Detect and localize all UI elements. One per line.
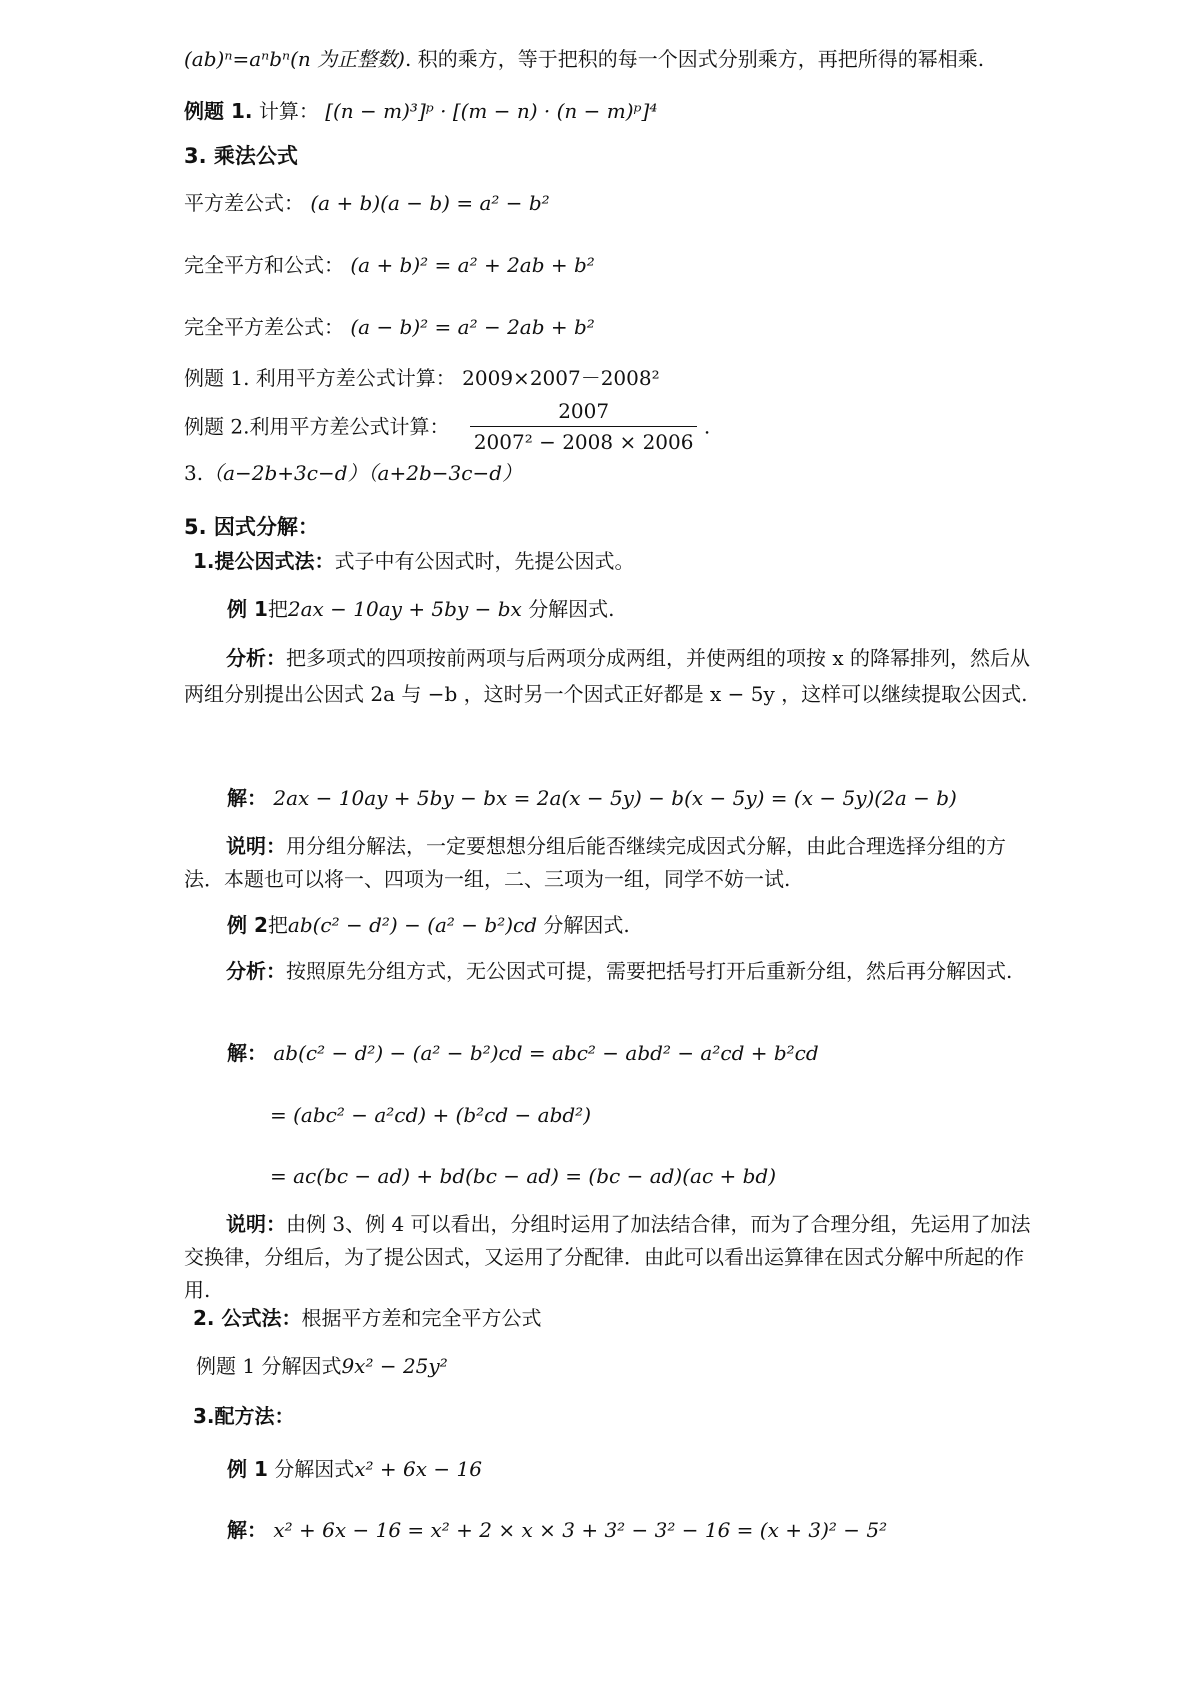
formula-expression: (a + b)² = a² + 2ab + b²	[350, 253, 595, 277]
perfect-square-sum-formula	[184, 252, 595, 278]
solution-expression: = (abc² − a²cd) + (b²cd − abd²)	[270, 1103, 592, 1127]
solution-expression: ab(c² − d²) − (a² − b²)cd = abc² − abd² − a²cd + b²cd	[273, 1041, 819, 1065]
formula-label: 完全平方差公式：	[184, 315, 344, 339]
power-rule-formula: (ab)ⁿ=aⁿbⁿ(n 为正整数)	[184, 47, 405, 71]
method-completing-square	[193, 1403, 295, 1429]
example-label: 例题 2.利用平方差公式计算：	[184, 414, 450, 439]
power-example	[184, 98, 657, 124]
factor-example-1-note	[184, 830, 1032, 896]
factor-example-1-solution	[227, 785, 957, 811]
factor-example-1	[227, 596, 615, 622]
fraction	[470, 398, 698, 455]
fraction-numerator: 2007	[470, 398, 698, 427]
example-expression: 2ax − 10ay + 5by − bx	[287, 597, 522, 621]
method-description: 根据平方差和完全平方公式	[301, 1306, 542, 1330]
example-expression: 2009×2007－2008²	[462, 366, 660, 390]
example-post: 分解因式.	[543, 913, 630, 937]
example-label: 例 1	[227, 597, 268, 621]
example-label: 例题 1.	[184, 99, 253, 123]
solution-expression: 2ax − 10ay + 5by − bx = 2a(x − 5y) − b(x − 5y) = (x − 5y)(2a − b)	[273, 786, 957, 810]
example-label: 例 2	[227, 913, 268, 937]
method-label: 1.提公因式法：	[193, 549, 335, 573]
formula-expression: (a + b)(a − b) = a² − b²	[310, 191, 550, 215]
analysis-text: 按照原先分组方式，无公因式可提，需要把括号打开后重新分组，然后再分解因式.	[286, 959, 1013, 983]
example-pre: 把	[267, 597, 288, 621]
fraction-denominator: 2007² − 2008 × 2006	[473, 430, 694, 454]
factor-example-2-note	[184, 1208, 1032, 1307]
multiplication-example-1	[184, 365, 660, 391]
section-title-multiplication-formulas: 3. 乘法公式	[184, 144, 298, 168]
method-description: 式子中有公因式时，先提公因式。	[334, 549, 635, 573]
perfect-square-difference-formula	[184, 314, 595, 340]
solution-expression: = ac(bc − ad) + bd(bc − ad) = (bc − ad)(ac + bd)	[270, 1164, 777, 1188]
example-expression: x² + 6x − 16	[354, 1457, 482, 1481]
method-label: 2. 公式法：	[193, 1306, 302, 1330]
example-label: 例题 1. 利用平方差公式计算：	[184, 366, 456, 390]
method-label: 3.配方法：	[193, 1404, 295, 1428]
example-label: 例题 1 分解因式	[196, 1354, 342, 1378]
factor-example-2-solution-line-2	[270, 1102, 591, 1128]
example-label: 例 1	[227, 1457, 268, 1481]
completing-square-example	[227, 1456, 482, 1482]
formula-expression: (a − b)² = a² − 2ab + b²	[350, 315, 595, 339]
example-expression: [(n − m)³]ᵖ · [(m − n) · (n − m)ᵖ]⁴	[325, 99, 658, 123]
example-text: 分解因式	[274, 1457, 355, 1481]
solution-label: 解：	[227, 1518, 267, 1542]
power-rule-text: . 积的乘方，等于把积的每一个因式分别乘方，再把所得的幂相乘.	[404, 47, 985, 71]
example-prompt: 计算：	[258, 99, 319, 123]
multiplication-example-3	[184, 460, 522, 486]
section-title-factorization: 5. 因式分解：	[184, 515, 319, 539]
note-text: 由例 3、例 4 可以看出，分组时运用了加法结合律，而为了合理分组，先运用了加法交换律，分组后，为了提公因式，又运用了分配律．由此可以看出运算律在因式分解中所起的作用.	[184, 1212, 1031, 1302]
difference-of-squares-formula	[184, 190, 550, 216]
note-label: 说明：	[226, 1212, 286, 1236]
factor-example-1-analysis	[184, 640, 1032, 712]
factor-example-2-solution-line-1	[227, 1040, 819, 1066]
method-formula	[193, 1305, 541, 1331]
multiplication-example-2	[184, 398, 710, 454]
method-common-factor	[193, 548, 635, 574]
analysis-label: 分析：	[226, 646, 286, 670]
example-expression: 9x² − 25y²	[341, 1354, 448, 1378]
formula-label: 平方差公式：	[184, 191, 304, 215]
example-label: 3.	[184, 461, 204, 485]
analysis-label: 分析：	[226, 959, 286, 983]
example-post: 分解因式.	[528, 597, 615, 621]
solution-label: 解：	[227, 1041, 267, 1065]
power-rule-line	[184, 46, 984, 72]
factor-example-2	[227, 912, 630, 938]
example-expression: （a−2b+3c−d）（a+2b−3c−d）	[203, 461, 522, 485]
factor-example-2-analysis	[184, 955, 1032, 988]
example-expression: ab(c² − d²) − (a² − b²)cd	[287, 913, 538, 937]
factor-example-2-solution-line-3	[270, 1163, 776, 1189]
note-text: 用分组分解法，一定要想想分组后能否继续完成因式分解，由此合理选择分组的方法．本题也可以将一、四项为一组，二、三项为一组，同学不妨一试.	[184, 834, 1006, 891]
example-pre: 把	[267, 913, 288, 937]
solution-expression: x² + 6x − 16 = x² + 2 × x × 3 + 3² − 3² − 16 = (x + 3)² − 5²	[273, 1518, 888, 1542]
note-label: 说明：	[226, 834, 286, 858]
analysis-text: 把多项式的四项按前两项与后两项分成两组，并使两组的项按 x 的降幂排列，然后从两组分别提出公因式 2a 与 −b ，这时另一个因式正好都是 x − 5y ，这样可以继续提取公因式.	[184, 646, 1030, 706]
completing-square-solution	[227, 1517, 887, 1543]
solution-label: 解：	[227, 786, 267, 810]
sentence-end: .	[703, 414, 711, 439]
formula-method-example	[196, 1353, 448, 1379]
formula-label: 完全平方和公式：	[184, 253, 344, 277]
